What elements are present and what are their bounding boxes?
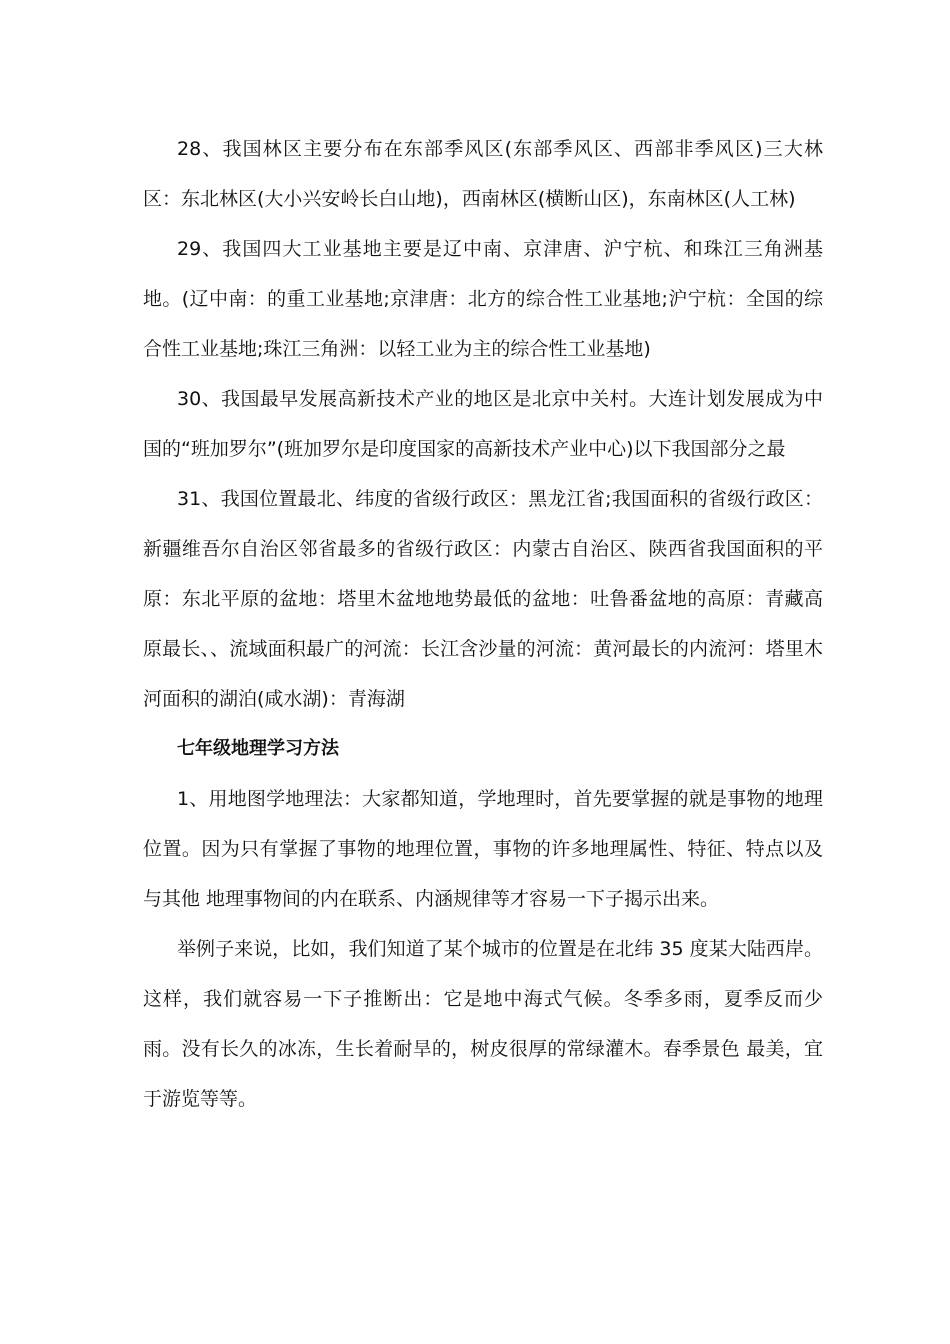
paragraph-31: 31、我国位置最北、纬度的省级行政区：黑龙江省;我国面积的省级行政区：新疆维吾尔自治区邻省最多的省级行政区：内蒙古自治区、陕西省我国面积的平原：东北平原的盆地：塔里木盆地地势最低的盆地：吐鲁番盆地的高原：青藏高原最长、、流域面积最广的河流：长江含沙量的河流：黄河最长的内流河：塔里木河面积的湖泊(咸水湖)：青海湖 <box>143 488 823 710</box>
paragraph-28: 28、我国林区主要分布在东部季风区(东部季风区、西部非季风区)三大林区：东北林区(大小兴安岭长白山地)，西南林区(横断山区)，东南林区(人工林) <box>143 138 823 210</box>
method-1-paragraph: 1、用地图学地理法：大家都知道，学地理时，首先要掌握的就是事物的地理位置。因为只有掌握了事物的地理位置，事物的许多地理属性、特征、特点以及与其他 地理事物间的内在联系、内涵规律等才容易一下子揭示出来。 <box>143 788 823 910</box>
paragraph-30: 30、我国最早发展高新技术产业的地区是北京中关村。大连计划发展成为中国的“班加罗尔”(班加罗尔是印度国家的高新技术产业中心)以下我国部分之最 <box>143 388 823 460</box>
document-body <box>143 124 823 1124</box>
section-heading: 七年级地理学习方法 <box>177 738 339 759</box>
paragraph-29: 29、我国四大工业基地主要是辽中南、京津唐、沪宁杭、和珠江三角洲基地。(辽中南：的重工业基地;京津唐：北方的综合性工业基地;沪宁杭：全国的综合性工业基地;珠江三角洲：以轻工业为主的综合性工业基地) <box>143 238 823 360</box>
example-paragraph: 举例子来说，比如，我们知道了某个城市的位置是在北纬 35 度某大陆西岸。这样，我们就容易一下子推断出：它是地中海式气候。冬季多雨，夏季反而少雨。没有长久的冰冻，生长着耐旱的，树皮很厚的常绿灌木。春季景色 最美，宜于游览等等。 <box>143 938 823 1110</box>
